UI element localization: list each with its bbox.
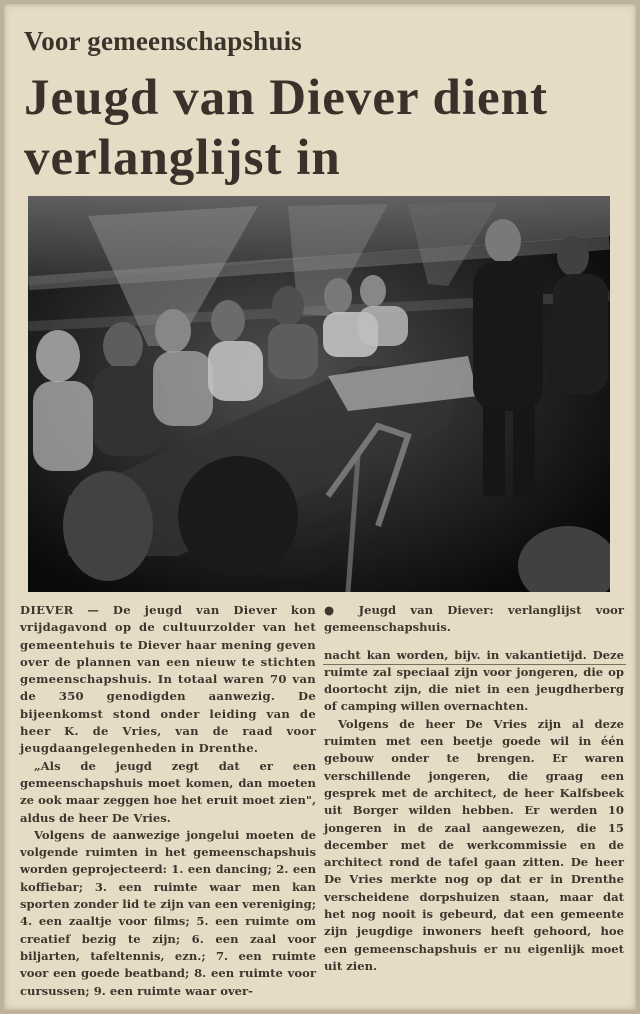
caption-divider [323,664,626,665]
article-column-right [324,602,624,975]
photo-caption: ● Jeugd van Diever: verlanglijst voor gemeenschapshuis. [324,603,624,635]
article-kicker: Voor gemeenschapshuis [24,26,302,56]
meeting-photo-image [28,196,610,592]
article-paragraph: Volgens de heer De Vries zijn al deze ruimten met een beetje goede wil in één gebouw onder te brengen. Er waren verschillende jongeren, die graag een gesprek met de architect, de heer Kalfsbeek uit Borger wilden hebben. Er werden 10 jongeren in de zaal aangewezen, die 15 december met de werkcommissie en de architect rond de tafel gaan zitten. De heer De Vries merkte nog op dat er in Drenthe verscheidene dorpshuizen staan, maar dat het nog nooit is gebeurd, dat een gemeente zijn jeugdige inwoners heeft gehoord, hoe een gemeenschapshuis er nu eigenlijk moet uit zien. [324,716,624,973]
article-paragraph: Volgens de aanwezige jongelui moeten de volgende ruimten in het gemeenschapshuis worden geprojecteerd: 1. een dancing; 2. een koffiebar; 3. een ruimte waar men kan sporten zonder lid te zijn van een vereniging; 4. een zaaltje voor films; 5. een ruimte om creatief bezig te zijn; 6. een zaal voor biljarten, tafeltennis, ezn.; 7. een ruimte voor een goede beatband; 8. een ruimte voor cursussen; 9. een ruimte waar over- [20,827,316,998]
article-paragraph: DIEVER — De jeugd van Diever kon vrijdagavond op de cultuurzolder van het gemeentehuis te Diever haar mening geven over de plannen van een nieuw te stichten gemeenschapshuis. In totaal waren 70 van de 350 genodigden aanwezig. De bijeenkomst stond onder leiding van de heer K. de Vries, van de raad voor jeugdaangelegenheden in Drenthe. [20,603,316,756]
article-paragraph: nacht kan worden, bijv. in vakantietijd. Deze ruimte zal speciaal zijn voor jongeren, die op doortocht zijn, die niet in een jeugdherberg of camping willen overnachten. [324,647,624,714]
article-column-left [20,602,316,1000]
article-photo [28,196,610,592]
newspaper-clipping [4,4,636,1010]
article-paragraph: „Als de jeugd zegt dat er een gemeenschapshuis moet komen, dan moeten ze ook maar zeggen hoe het eruit moet zien", aldus de heer De Vries. [20,758,316,825]
article-headline: Jeugd van Diever dient verlanglijst in [24,70,548,186]
